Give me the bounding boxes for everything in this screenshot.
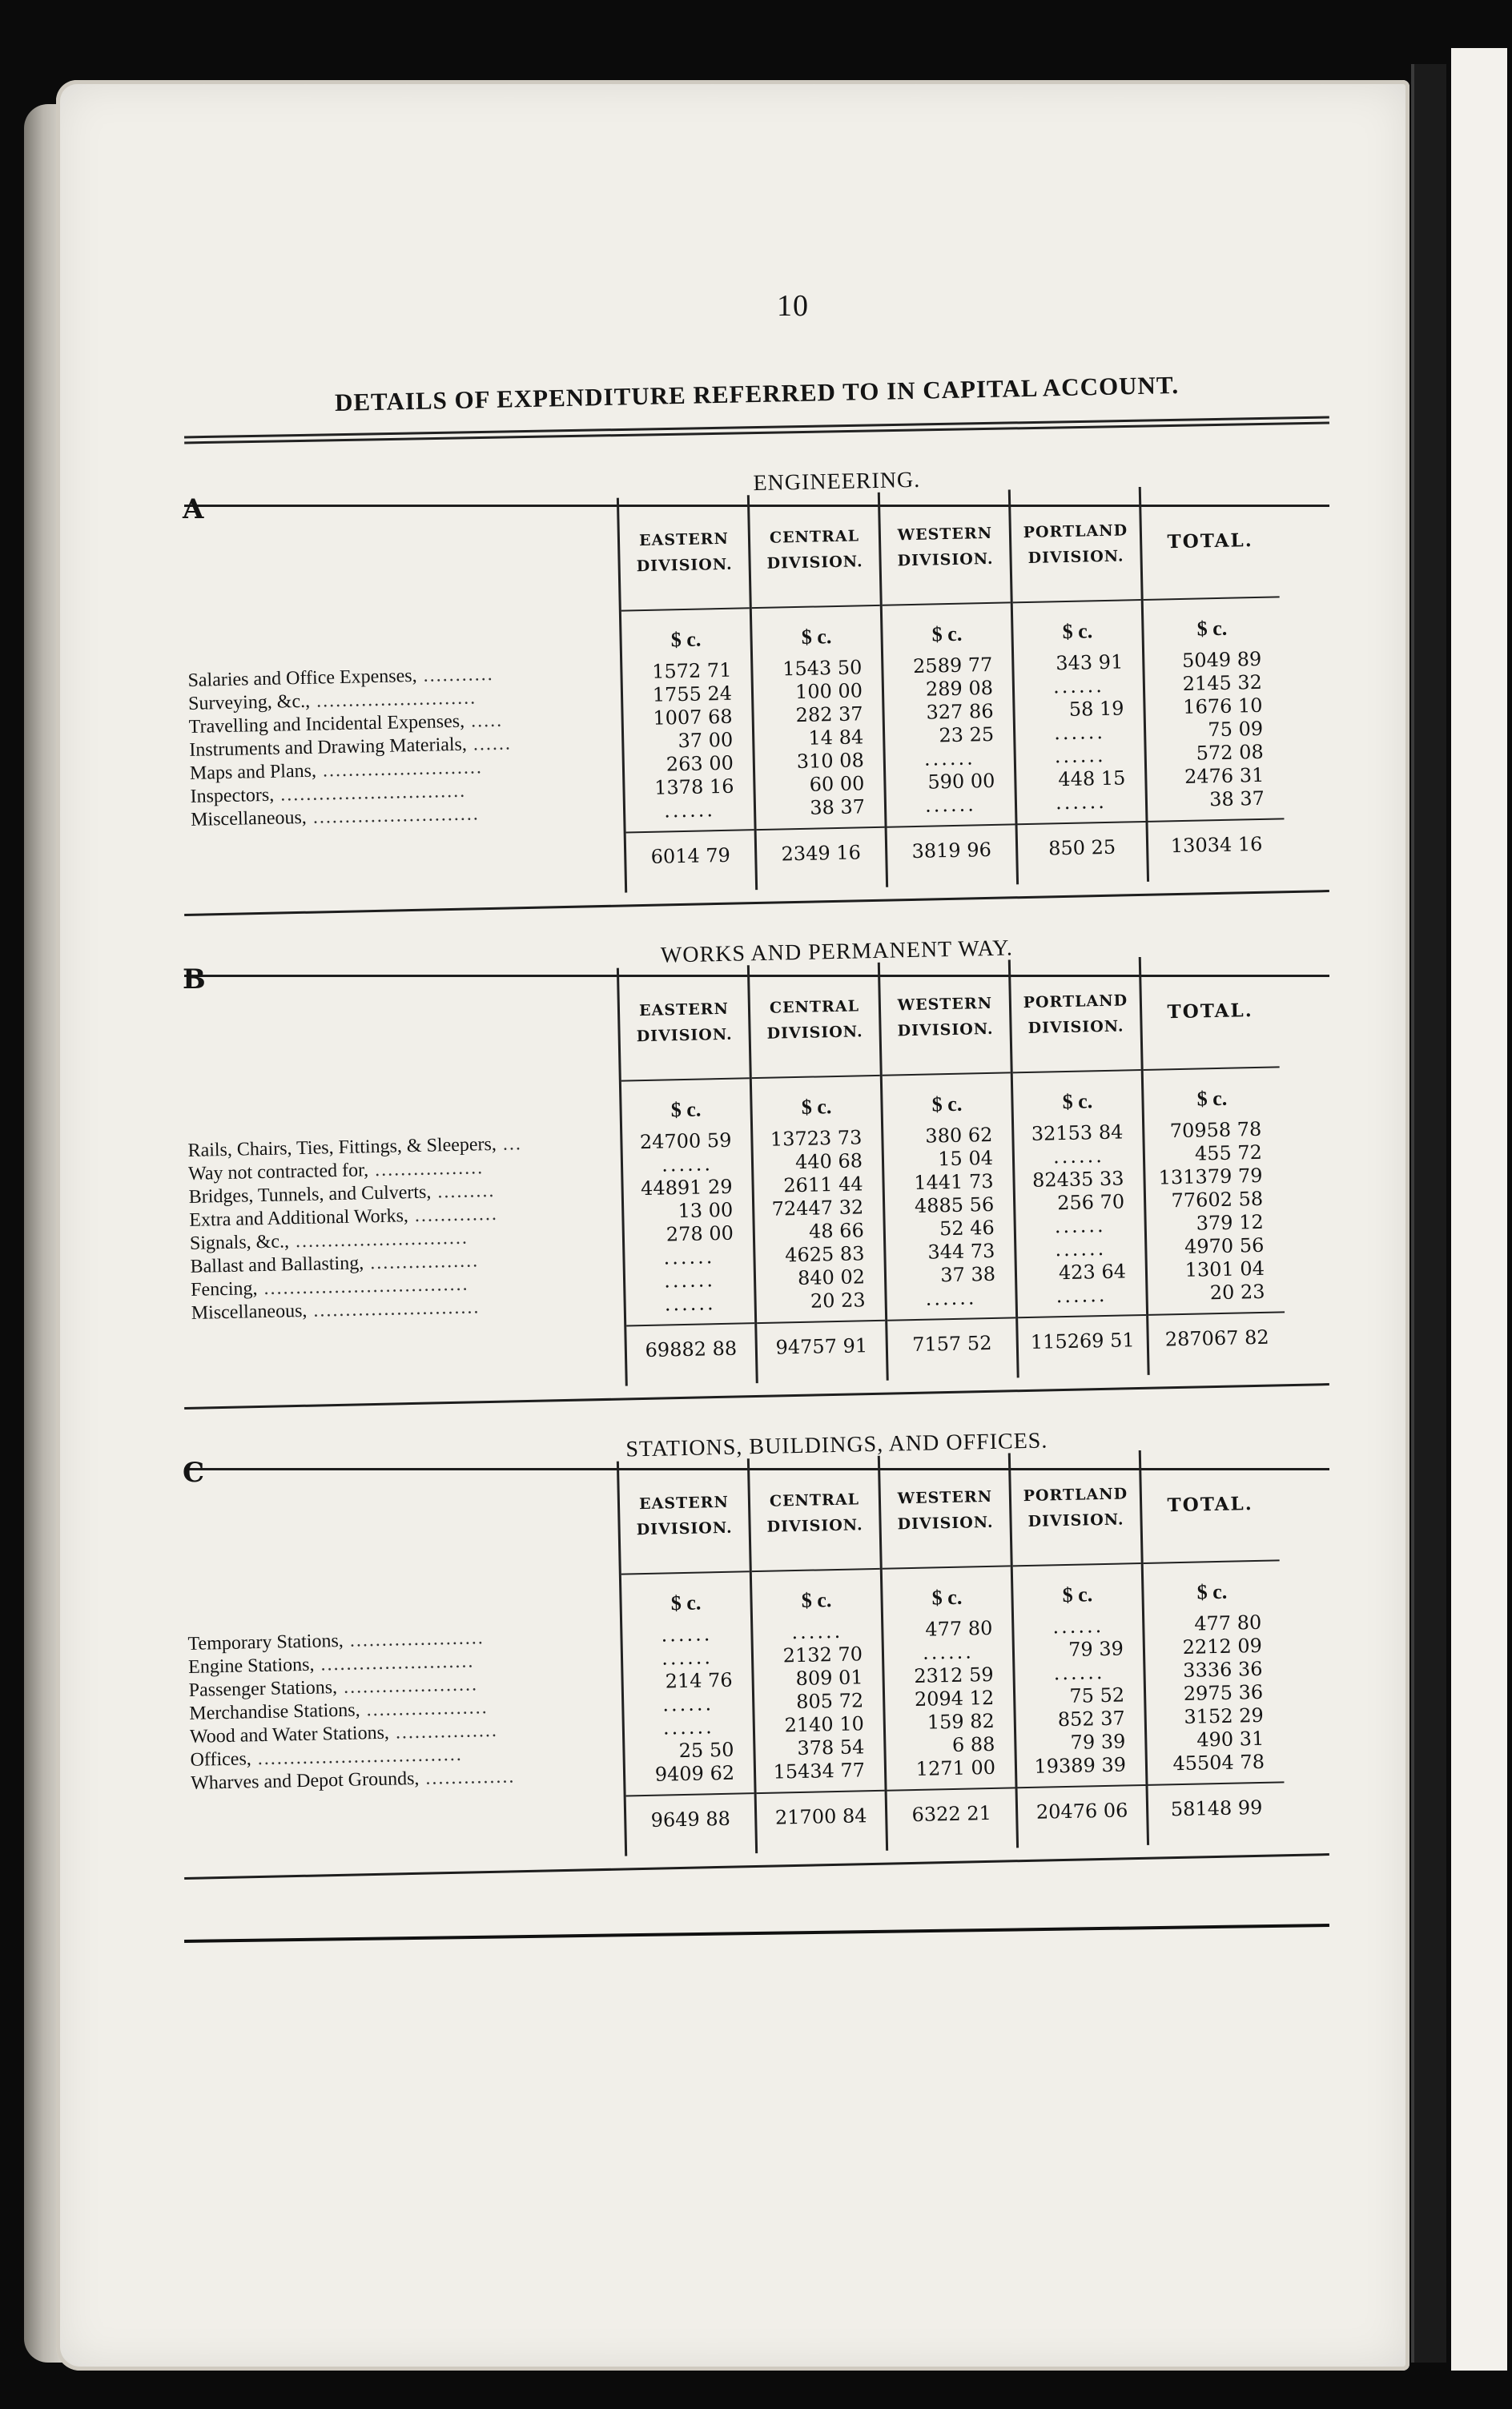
row-label-text: Wharves and Depot Grounds, [190, 1768, 420, 1794]
title-double-rule [184, 416, 1329, 444]
table-cell: 52 46 [939, 1216, 995, 1241]
table-cell: ...... [661, 1623, 713, 1647]
table-cell: 4885 56 [914, 1192, 995, 1217]
column-header: CENTRAL DIVISION. [750, 1456, 880, 1572]
section-letter: C [183, 1457, 205, 1489]
table-cell: 3152 29 [1184, 1703, 1264, 1728]
column-division-3 [880, 489, 1019, 887]
table-cell: 1441 73 [914, 1169, 994, 1194]
section-title: WORKS AND PERMANENT WAY. [660, 935, 1014, 968]
table-cell: 2476 31 [1184, 763, 1265, 788]
row-label-text: Fencing, [190, 1278, 258, 1301]
table-cell: ...... [922, 1640, 975, 1664]
column-header: EASTERN DIVISION. [619, 1458, 750, 1574]
table-cell: 572 08 [1196, 740, 1264, 765]
table-cell: 477 80 [925, 1616, 993, 1641]
table-cell: 327 86 [926, 699, 994, 724]
column-sum: 21700 84 [757, 1790, 887, 1853]
column-header: PORTLAND DIVISION. [1011, 1450, 1141, 1566]
table-cell: ...... [1056, 1283, 1108, 1308]
table-cell: 256 70 [1056, 1190, 1125, 1215]
column-sum: 850 25 [1018, 821, 1148, 884]
row-label-text: Miscellaneous, [190, 806, 308, 830]
table-cell: 60 00 [809, 772, 865, 796]
book-spine-shadow [1411, 64, 1446, 2363]
table-cell: 1755 24 [652, 682, 733, 706]
table-cell: 72447 32 [771, 1196, 864, 1221]
table-cell: 809 01 [795, 1666, 863, 1691]
row-labels [184, 1462, 625, 1865]
leader-dots: ..................... [336, 1674, 479, 1699]
row-label-text: Travelling and Incidental Expenses, [188, 710, 465, 738]
leader-dots: ......................... [309, 687, 477, 712]
table-cell: 37 00 [678, 728, 734, 753]
currency-header: $ c. [1196, 616, 1228, 641]
table-cell: 380 62 [925, 1123, 993, 1148]
page-content [184, 288, 1329, 1935]
table-cell: 79 39 [1070, 1730, 1126, 1754]
table-cell: 1301 04 [1184, 1257, 1265, 1281]
table-cell: ...... [924, 793, 977, 817]
table-cell: 45504 78 [1172, 1750, 1265, 1776]
table-cell: 840 02 [797, 1265, 866, 1290]
table-cell: ...... [1054, 1213, 1106, 1238]
row-label-text: Passenger Stations, [188, 1677, 338, 1701]
table-cell: 58 19 [1068, 697, 1124, 721]
table-cell: 70958 78 [1169, 1117, 1262, 1143]
row-label-text: Engine Stations, [187, 1654, 315, 1678]
currency-header: $ c. [670, 1097, 702, 1122]
table-cell: 214 76 [665, 1668, 733, 1693]
column-division-4 [1011, 957, 1150, 1377]
table-cell: 14 84 [808, 726, 864, 750]
table-cell: 1271 00 [915, 1755, 996, 1780]
table-cell: 2212 09 [1182, 1634, 1263, 1659]
column-sum: 6014 79 [626, 829, 756, 892]
table-cell: 263 00 [666, 751, 734, 776]
column-division-1 [619, 495, 758, 892]
section-title: ENGINEERING. [753, 467, 921, 497]
table-cell: 455 72 [1194, 1140, 1263, 1165]
row-labels [184, 498, 625, 902]
table-cell: ...... [1052, 1144, 1105, 1168]
column-division-1 [619, 1458, 758, 1856]
table-cell: ...... [1055, 1237, 1107, 1261]
table-cell: 448 15 [1058, 766, 1126, 791]
column-header: PORTLAND DIVISION. [1011, 487, 1141, 603]
row-label-text: Miscellaneous, [191, 1300, 308, 1324]
leader-dots: ................. [363, 1250, 480, 1274]
column-header: EASTERN DIVISION. [619, 965, 750, 1081]
table-cell: 2094 12 [914, 1686, 995, 1711]
row-label-text: Salaries and Office Expenses, [187, 665, 417, 691]
leader-dots: ......................... [316, 757, 484, 782]
expenditure-table [184, 1446, 1337, 1865]
currency-header: $ c. [1062, 619, 1093, 644]
table-cell: ...... [1053, 1660, 1105, 1685]
table-cell: 100 00 [794, 679, 863, 704]
column-header: TOTAL. [1141, 1447, 1280, 1564]
table-cell: 282 37 [795, 702, 863, 727]
table-cell: 159 82 [927, 1709, 995, 1734]
table-cell: ...... [661, 1646, 714, 1670]
expenditure-table [184, 953, 1338, 1395]
table-cell: ...... [1053, 720, 1106, 745]
column-sum: 20476 06 [1018, 1784, 1148, 1848]
row-label-text: Signals, &c., [189, 1231, 290, 1254]
table-cell: ...... [662, 1692, 714, 1716]
column-header: CENTRAL DIVISION. [750, 493, 880, 609]
row-label-text: Surveying, &c., [187, 690, 311, 714]
division-columns [617, 954, 1286, 1385]
table-cell: 852 37 [1057, 1707, 1126, 1731]
table-cell: 9409 62 [654, 1761, 735, 1786]
leader-dots: ........... [416, 663, 494, 686]
table-cell: ...... [923, 746, 975, 770]
table-cell: 4970 56 [1184, 1233, 1265, 1258]
column-total [1141, 1447, 1285, 1844]
table-cell: 15434 77 [773, 1759, 866, 1784]
column-sum: 115269 51 [1018, 1314, 1148, 1377]
leader-dots: ............. [408, 1203, 499, 1227]
table-cell: 289 08 [925, 676, 994, 701]
table-cell: 32153 84 [1031, 1120, 1124, 1145]
section-title: STATIONS, BUILDINGS, AND OFFICES. [625, 1428, 1048, 1462]
row-labels [184, 968, 625, 1395]
table-cell: ...... [662, 1715, 715, 1739]
table-cell: 1543 50 [782, 656, 863, 681]
table-cell: ...... [1052, 674, 1105, 698]
table-cell: 19389 39 [1034, 1753, 1127, 1778]
leader-dots: ......... [431, 1180, 496, 1203]
currency-header: $ c. [1062, 1583, 1093, 1607]
table-cell: ...... [1055, 790, 1108, 814]
currency-header: $ c. [1062, 1089, 1093, 1114]
table-cell: 131379 79 [1158, 1164, 1263, 1189]
table-cell: 20 23 [1209, 1280, 1265, 1305]
table-cell: 4625 83 [784, 1242, 865, 1267]
section-c [183, 1428, 1329, 1868]
column-sum: 9649 88 [626, 1792, 756, 1856]
table-cell: 379 12 [1196, 1210, 1264, 1235]
column-header: WESTERN DIVISION. [880, 489, 1011, 605]
table-cell: 20 23 [810, 1289, 866, 1313]
leader-dots: ................................ [257, 1273, 469, 1300]
currency-header: $ c. [931, 1585, 963, 1610]
column-header: TOTAL. [1141, 484, 1280, 601]
table-cell: 5049 89 [1181, 647, 1262, 672]
leader-dots: .......................... [306, 803, 481, 828]
column-division-2 [750, 1456, 888, 1853]
page-number: 10 [777, 289, 809, 323]
column-division-2 [750, 963, 889, 1383]
table-cell: 1007 68 [653, 705, 733, 730]
column-sum: 69882 88 [626, 1322, 756, 1385]
row-label-text: Offices, [190, 1748, 252, 1771]
currency-header: $ c. [801, 1095, 832, 1119]
table-cell: ...... [664, 1292, 716, 1316]
leader-dots: ................... [360, 1697, 489, 1721]
leader-dots: ..... [464, 710, 504, 732]
currency-header: $ c. [931, 1092, 963, 1116]
table-cell: 805 72 [795, 1689, 864, 1714]
column-header: PORTLAND DIVISION. [1011, 957, 1141, 1073]
column-division-1 [619, 965, 758, 1385]
row-label-text: Rails, Chairs, Ties, Fittings, & Sleepers, [187, 1133, 497, 1161]
table-cell: 2611 44 [783, 1172, 863, 1197]
table-cell: ...... [663, 1269, 716, 1293]
leader-dots: .......................... [307, 1297, 481, 1321]
row-label-text: Temporary Stations, [187, 1630, 344, 1655]
table-cell: ...... [791, 1619, 843, 1644]
leader-dots: ............................. [273, 780, 467, 806]
table-cell: ...... [1054, 743, 1106, 768]
table-cell: 79 39 [1068, 1637, 1124, 1661]
table-cell: 44891 29 [640, 1175, 733, 1200]
table-cell: 440 68 [794, 1149, 863, 1174]
table-cell: 590 00 [927, 769, 995, 794]
column-sum: 58148 99 [1148, 1781, 1285, 1845]
table-cell: 490 31 [1196, 1727, 1265, 1751]
table-cell: 23 25 [939, 722, 995, 747]
table-cell: 2312 59 [914, 1663, 994, 1687]
table-cell: 477 80 [1194, 1611, 1262, 1635]
section-b [183, 935, 1329, 1398]
column-sum: 94757 91 [757, 1320, 887, 1383]
page-title: DETAILS OF EXPENDITURE REFERRED TO IN CAPITAL ACCOUNT. [334, 370, 1180, 417]
column-sum: 7157 52 [887, 1317, 1017, 1380]
table-cell: 38 37 [810, 795, 866, 819]
table-cell: 25 50 [678, 1738, 734, 1763]
row-label-text: Ballast and Ballasting, [190, 1253, 364, 1277]
leader-dots: ................................ [251, 1743, 463, 1770]
table-cell: 37 38 [939, 1262, 996, 1287]
currency-header: $ c. [801, 1588, 832, 1612]
table-cell: 38 37 [1208, 786, 1265, 811]
table-cell: 2140 10 [784, 1712, 865, 1737]
column-sum: 2349 16 [757, 826, 887, 890]
leader-dots: ................ [388, 1719, 499, 1743]
table-cell: ...... [925, 1286, 977, 1310]
currency-header: $ c. [670, 1591, 702, 1615]
leader-dots: ........................... [288, 1227, 469, 1253]
table-cell: 75 52 [1069, 1683, 1125, 1707]
table-cell: ...... [1052, 1614, 1104, 1639]
table-cell: 2589 77 [912, 653, 993, 678]
column-division-4 [1011, 1450, 1149, 1848]
table-cell: 2975 36 [1183, 1680, 1264, 1705]
column-division-4 [1011, 487, 1149, 884]
leader-dots: ...... [466, 733, 513, 755]
table-cell: 343 91 [1056, 650, 1124, 675]
leader-dots: ................. [368, 1157, 485, 1181]
column-sum: 6322 21 [887, 1787, 1017, 1850]
column-sum: 3819 96 [887, 823, 1017, 887]
table-cell: ...... [663, 1245, 715, 1269]
currency-header: $ c. [1196, 1086, 1228, 1111]
table-cell: 48 66 [808, 1219, 865, 1243]
table-cell: 378 54 [797, 1735, 865, 1760]
table-cell: ...... [663, 798, 716, 822]
currency-header: $ c. [670, 627, 702, 652]
table-cell: 3336 36 [1182, 1657, 1263, 1682]
expenditure-sections [184, 469, 1329, 1868]
leader-dots: ... [496, 1133, 523, 1155]
column-division-3 [880, 1453, 1019, 1850]
column-division-2 [750, 493, 888, 890]
table-cell: 1378 16 [653, 774, 734, 799]
column-header: WESTERN DIVISION. [880, 959, 1011, 1076]
table-cell: 2132 70 [782, 1643, 863, 1667]
column-sum: 287067 82 [1148, 1311, 1286, 1375]
row-label-text: Instruments and Drawing Materials, [189, 734, 468, 761]
table-cell: 1572 71 [651, 658, 732, 683]
table-cell: 2145 32 [1182, 670, 1263, 695]
row-label-text: Bridges, Tunnels, and Culverts, [188, 1181, 432, 1208]
column-header: EASTERN DIVISION. [619, 495, 750, 611]
leader-dots: ..................... [343, 1627, 485, 1651]
table-cell: 6 88 [951, 1732, 995, 1756]
table-cell: 77602 58 [1171, 1187, 1264, 1213]
leader-dots: .............. [419, 1766, 516, 1789]
column-total [1141, 484, 1285, 881]
currency-header: $ c. [801, 625, 832, 649]
expenditure-table [184, 483, 1337, 902]
table-cell: 13 00 [678, 1198, 734, 1223]
leader-dots: ........................ [314, 1651, 475, 1675]
row-label-text: Wood and Water Stations, [189, 1722, 390, 1747]
section-letter: B [183, 963, 206, 995]
column-division-3 [880, 959, 1019, 1380]
column-sum: 13034 16 [1148, 818, 1285, 882]
table-cell: 82435 33 [1031, 1167, 1124, 1192]
table-cell: 1676 10 [1182, 694, 1263, 718]
row-label-text: Merchandise Stations, [189, 1699, 360, 1724]
row-label-text: Inspectors, [190, 784, 275, 807]
division-columns [617, 1447, 1285, 1856]
column-header: TOTAL. [1141, 954, 1280, 1071]
section-a [184, 469, 1329, 904]
column-total [1141, 954, 1286, 1374]
table-cell: 75 09 [1208, 717, 1264, 742]
division-columns [617, 484, 1285, 892]
table-cell: 310 08 [796, 749, 865, 774]
table-cell: 278 00 [666, 1221, 734, 1246]
section-letter: A [183, 493, 204, 525]
row-label-text: Maps and Plans, [189, 760, 317, 784]
table-cell: 423 64 [1058, 1260, 1127, 1285]
table-cell: 15 04 [937, 1146, 994, 1171]
adjacent-page [1451, 48, 1507, 2371]
currency-header: $ c. [1196, 1579, 1228, 1604]
currency-header: $ c. [931, 621, 963, 646]
table-cell: 344 73 [927, 1239, 995, 1264]
column-header: WESTERN DIVISION. [880, 1453, 1011, 1569]
column-header: CENTRAL DIVISION. [750, 963, 880, 1079]
table-cell: 24700 59 [639, 1128, 732, 1154]
table-cell: 13723 73 [770, 1126, 863, 1151]
row-label-text: Way not contracted for, [187, 1160, 369, 1184]
row-label-text: Extra and Additional Works, [189, 1205, 409, 1231]
table-cell: ...... [661, 1152, 714, 1176]
